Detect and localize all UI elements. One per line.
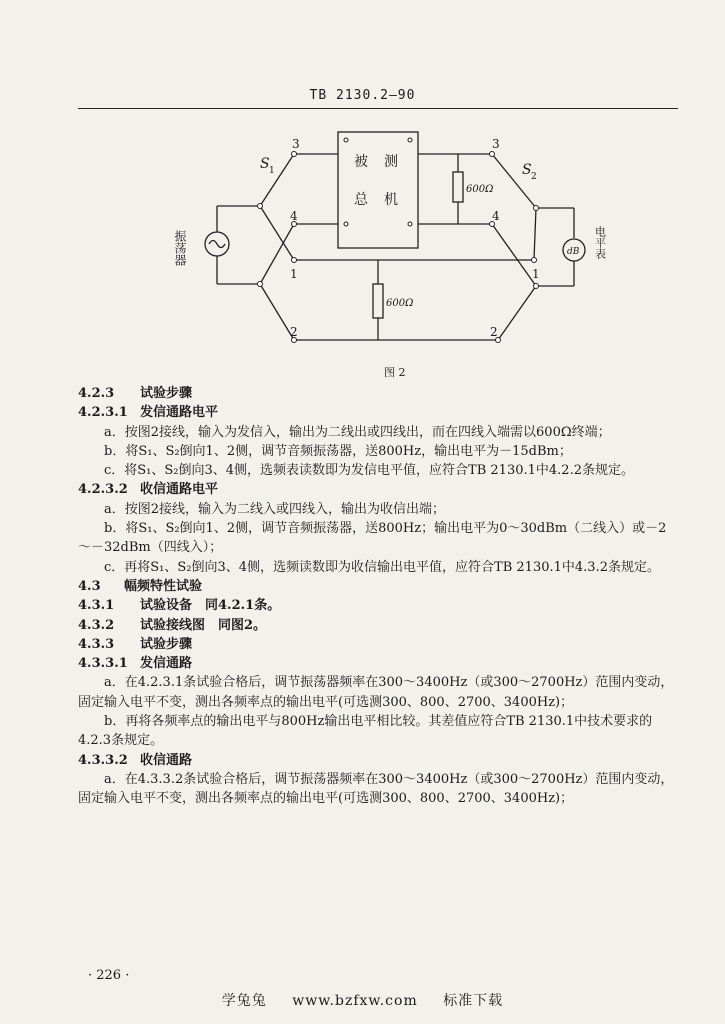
switch-s1-label: S bbox=[260, 156, 270, 172]
device-label-char-1: 被 bbox=[354, 154, 368, 170]
switch-s2-label: S bbox=[522, 162, 532, 178]
section-4-3-1: 4.3.1 试验设备 同4.2.1条。 bbox=[78, 598, 281, 614]
resistor-mid-label: 600Ω bbox=[386, 298, 414, 309]
figure-caption: 图 2 bbox=[384, 366, 406, 379]
standard-header: TB 2130.2—90 bbox=[309, 88, 416, 103]
resistor-top-label: 600Ω bbox=[466, 184, 494, 195]
terminal-2-right: 2 bbox=[490, 325, 498, 339]
resistor-600-mid bbox=[373, 284, 383, 318]
footer-tagline: 标准下载 bbox=[443, 993, 504, 1009]
section-4-2-3: 4.2.3 试验步骤 bbox=[78, 386, 193, 401]
switch-s1-sub: 1 bbox=[269, 166, 275, 176]
page-number: · 226 · bbox=[88, 968, 130, 983]
sine-wave-icon bbox=[209, 241, 225, 248]
paragraph-4232-a: a．按图2接线，输入为二线入或四线入，输出为收信出端； bbox=[104, 501, 446, 517]
device-label-char-4: 机 bbox=[384, 192, 398, 208]
section-4-3-3: 4.3.3 试验步骤 bbox=[78, 636, 193, 652]
resistor-600-top bbox=[453, 172, 463, 202]
paragraph-4332-a: a．在4.3.3.2条试验合格后，调节振荡器频率在300～3400Hz（或300～2700Hz）范围内变动，固定输入电平不变，测出各频率点的输出电平(可选测300、800、2700、3400Hz)； bbox=[78, 771, 674, 807]
paragraph-4231-b: b．将S₁、S₂倒向1、2侧，调节音频振荡器，送800Hz，输出电平为－15dBm； bbox=[104, 443, 572, 459]
section-4-3: 4.3 幅频特性试验 bbox=[78, 578, 203, 594]
oscillator-label: 振荡器 bbox=[173, 230, 187, 266]
paragraph-4231-a: a．按图2接线，输入为发信入，输出为二线出或四线出，而在四线入端需以600Ω终端； bbox=[104, 424, 611, 440]
paragraph-4232-c: c．再将S₁、S₂倒向3、4侧，选频读数即为收信输出电平值，应符合TB 2130.1中4.3.2条规定。 bbox=[104, 559, 660, 575]
switch-s2-sub: 2 bbox=[531, 172, 537, 182]
footer-site-name: 学兔兔 bbox=[221, 993, 267, 1009]
paragraph-4331-b: b．再将各频率点的输出电平与800Hz输出电平相比较。其差值应符合TB 2130.1中技术要求的4.2.3条规定。 bbox=[78, 714, 653, 749]
section-4-3-3-2: 4.3.3.2 收信通路 bbox=[78, 752, 193, 768]
terminal-1-right: 1 bbox=[532, 267, 540, 281]
section-4-2-3-1: 4.2.3.1 发信通路电平 bbox=[78, 405, 219, 421]
footer-watermark bbox=[0, 990, 725, 1010]
footer-url[interactable]: www.bzfxw.com bbox=[292, 993, 418, 1009]
meter-label: 电平表 bbox=[593, 226, 607, 259]
figure-2-circuit bbox=[170, 118, 630, 390]
body-text bbox=[78, 384, 678, 809]
paragraph-4331-a: a．在4.2.3.1条试验合格后，调节振荡器频率在300～3400Hz（或300～2700Hz）范围内变动，固定输入电平不变，测出各频率点的输出电平(可选测300、800、2700、3400Hz)； bbox=[78, 675, 674, 710]
terminal-2-left: 2 bbox=[290, 325, 298, 339]
terminal-1-left: 1 bbox=[290, 267, 298, 281]
section-4-3-2: 4.3.2 试验接线图 同图2。 bbox=[78, 617, 267, 633]
terminal-3-right: 3 bbox=[492, 137, 500, 151]
device-label-char-3: 总 bbox=[354, 192, 368, 208]
header-rule bbox=[78, 108, 678, 109]
paragraph-4231-c: c．将S₁、S₂倒向3、4侧，选频表读数即为发信电平值，应符合TB 2130.1中4.2.2条规定。 bbox=[104, 463, 634, 479]
section-4-3-3-1: 4.3.3.1 发信通路 bbox=[78, 656, 193, 672]
section-4-2-3-2: 4.2.3.2 收信通路电平 bbox=[78, 482, 219, 498]
paragraph-4232-b: b．将S₁、S₂倒向1、2侧，调节音频振荡器，送800Hz；输出电平为0～30dBm（二线入）或－2～－32dBm（四线入）； bbox=[78, 521, 667, 556]
device-under-test-box bbox=[338, 132, 418, 248]
meter-symbol: dB bbox=[567, 247, 580, 257]
terminal-4-right: 4 bbox=[492, 209, 500, 223]
terminal-4-left: 4 bbox=[290, 209, 298, 223]
circuit-diagram bbox=[170, 118, 630, 390]
device-label-char-2: 测 bbox=[384, 154, 398, 170]
terminal-3-left: 3 bbox=[292, 137, 300, 151]
